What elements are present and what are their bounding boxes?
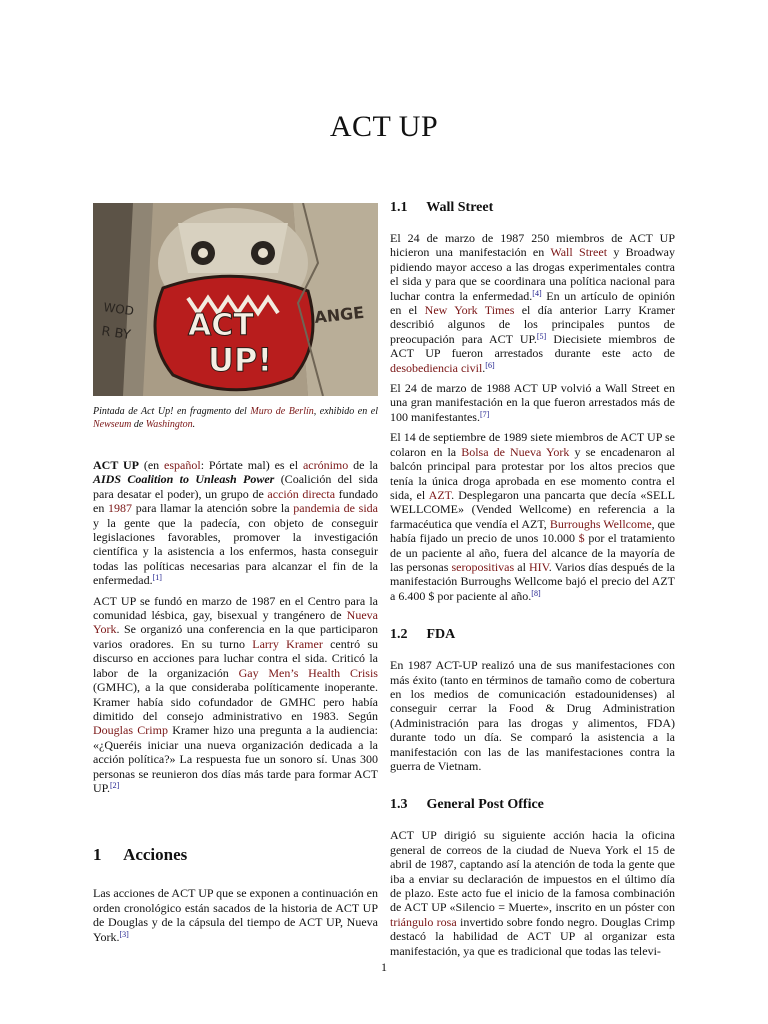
text-run: . Desplegaron una pancarta que decía «SELL WELLCOME» (Vended Wellcome) en referencia a la farmacéutica que vendía el AZT, [390, 487, 675, 531]
text-run: En un artículo de opinión en el [390, 288, 675, 318]
text-run: de la [348, 458, 378, 472]
subsection-paragraph [390, 231, 675, 375]
subsection-heading-fda [390, 627, 675, 643]
text-run: (en [138, 458, 165, 472]
text-run: : Pórtate mal) es el [200, 458, 303, 472]
subsection-title: General Post Office [426, 797, 544, 813]
intro-paragraph [93, 594, 378, 796]
reference-link[interactable]: [8] [531, 588, 541, 598]
subsection-paragraph [390, 828, 675, 958]
text-run: . Varios días después de la manifestación Burroughs Wellcome bajó el precio del AZT a 6.400 $ por paciente al año. [390, 559, 675, 603]
text-run: ACT UP [93, 458, 139, 472]
svg-text:WOD: WOD [102, 300, 135, 319]
reference-link[interactable]: [5] [536, 331, 547, 341]
reference-link[interactable]: [2] [110, 780, 120, 790]
subsection-paragraph [390, 430, 675, 603]
text-run: , que había fijado un precio de unos 10.000 [390, 516, 676, 546]
text-run: (Coalición del sida para desatar el poder), un grupo de [93, 472, 378, 501]
subsection-title: FDA [426, 627, 456, 643]
reference-link[interactable]: [7] [479, 409, 490, 419]
text-run: de [131, 419, 146, 430]
wiki-link[interactable]: triángulo rosa [390, 914, 457, 929]
wiki-link[interactable]: Douglas Crimp [93, 723, 168, 738]
text-run: y Broadway pidiendo mayor acceso a las drogas experimentales contra el sida y para que se coordinara una política nacional para luchar contra la enfermedad. [390, 245, 675, 303]
text-run: . Se organizó una conferencia en la que participaron varios oradores. En su turno [93, 622, 378, 651]
text-run: por el tratamiento de un paciente al año, fuera del alcance de la mayoría de las personas [390, 531, 675, 574]
svg-text:UP!: UP! [208, 341, 273, 379]
wiki-link[interactable]: desobediencia civil [390, 360, 483, 375]
wiki-link[interactable]: Wall Street [550, 245, 608, 260]
wiki-link[interactable]: HIV [529, 559, 549, 574]
text-run: El 24 de marzo de 1987 250 miembros de ACT UP hicieron una manifestación en [390, 231, 675, 260]
right-column [390, 200, 675, 964]
wiki-link[interactable]: Burroughs Wellcome [549, 516, 652, 531]
intro-paragraph [93, 458, 378, 588]
section-paragraph [93, 886, 378, 944]
reference-link[interactable]: [6] [485, 360, 495, 370]
wiki-link[interactable]: 1987 [108, 501, 133, 516]
wiki-link[interactable]: $ [578, 531, 585, 546]
text-run: , exhibido en el [313, 406, 378, 417]
text-run: AIDS Coalition to Unleash Power [93, 472, 275, 487]
wiki-link[interactable]: Newseum [93, 419, 132, 430]
wiki-link[interactable]: Larry Kramer [252, 636, 323, 651]
subsection-number: 1.2 [390, 627, 408, 643]
act-up-mural-image [93, 203, 378, 396]
text-run: En 1987 ACT-UP realizó una de sus manifestaciones con más éxito (tanto en términos de tamaño como de cobertura en los medios de comunicación estadounidenses) al conseguir cerrar la Food & Drug Administration (Administración para las drogas y alimentos, FDA) durante todo un día. Se comparó la asistencia a la manifestación con las de las manifestaciones contra la guerra de Vietnam. [390, 658, 675, 773]
left-column [93, 203, 378, 950]
subsection-title: Wall Street [426, 200, 494, 215]
subsection-paragraph [390, 658, 675, 773]
wiki-link[interactable]: pandemia de sida [293, 501, 379, 516]
subsection-paragraph [390, 381, 675, 424]
text-run: ACT UP se fundó en marzo de 1987 en el Centro para la comunidad lésbica, gay, bisexual y trangénero de [93, 593, 378, 623]
page-number: 1 [381, 960, 387, 974]
wiki-link[interactable]: AZT [428, 487, 452, 502]
wiki-link[interactable]: Washington [145, 419, 193, 430]
mural-illustration [93, 203, 378, 396]
section-title: Acciones [123, 845, 188, 865]
text-run: (GMHC), a la que consideraba políticamente inoperante. Kramer había sido cofundador de GMHC pero había dimitido del consejo administrativo en 1983. Según [93, 680, 378, 723]
subsection-heading-wall-street [390, 200, 675, 216]
figure-caption [93, 405, 378, 431]
svg-text:ANGE: ANGE [313, 302, 365, 327]
wiki-link[interactable]: Nueva York [93, 608, 378, 637]
text-run: al [514, 559, 530, 574]
subsection-number: 1.1 [390, 200, 408, 215]
subsection-heading-post-office [390, 797, 675, 813]
reference-link[interactable]: [4] [532, 288, 542, 298]
text-run: centró su discurso en acciones para luchar contra el sida. Criticó la labor de la organización [93, 636, 378, 680]
wiki-link[interactable]: Gay Men’s Health Crisis [238, 665, 378, 680]
wiki-link[interactable]: seropositivas [451, 559, 515, 574]
text-run: . [482, 360, 486, 375]
text-run: y se encadenaron al balcón principal para protestar por los altos precios que tenía la única droga aprobada en ese momento contra el sida, el [390, 444, 675, 502]
text-run: el día anterior Larry Kramer describió algunos de los principales puntos de preocupación para ACT UP. [390, 303, 675, 346]
text-run: Diecisiete miembros de ACT UP fueron arrestados durante este acto de [390, 331, 675, 361]
text-run: y la gente que la padecía, con objeto de conseguir legislaciones favorables, promover la investigación científica y la asistencia a los enfermos, hasta conseguir todas las políticas necesarias para alcanzar el fin de la enfermedad. [93, 515, 378, 588]
wiki-link[interactable]: español [164, 458, 201, 472]
wiki-link[interactable]: acrónimo [302, 458, 349, 472]
svg-text:ACT: ACT [188, 308, 254, 343]
wiki-link[interactable]: Muro de Berlín [250, 406, 314, 417]
text-run: para llamar la atención sobre la [132, 501, 294, 516]
text-run: . [192, 419, 196, 430]
text-run: Kramer hizo una pregunta a la audiencia: «¿Queréis iniciar una nueva organización dedicada a la acción política?» La respuesta fue un sonoro sí. Unas 300 personas se reunieron dos días más tarde para formar ACT UP. [93, 723, 378, 795]
text-run: invertido sobre fondo negro. Douglas Crimp destacó la habilidad de ACT UP al organizar esta manifestación, ya que es tradicional que todas las televi- [390, 914, 675, 958]
text-run: fundado en [93, 486, 378, 516]
wiki-link[interactable]: Bolsa de Nueva York [461, 444, 570, 459]
section-number: 1 [93, 845, 102, 865]
section-heading-acciones [93, 845, 378, 865]
text-run: El 24 de marzo de 1988 ACT UP volvió a Wall Street en una gran manifestación en la que fueron arrestados más de 100 manifestantes. [390, 381, 675, 424]
page-title: ACT UP [329, 110, 439, 143]
reference-link[interactable]: [1] [152, 573, 162, 583]
text-run: ACT UP dirigió su siguiente acción hacia la oficina general de correos de la ciudad de Nueva York el 15 de abril de 1987, captando así la atención de toda la gente que iba a enviar su declaración de impuestos en el último día de plazo. Este acto fue el inicio de la famosa combinación de ACT UP «Silencio = Muerte», inscrito en un póster con [390, 828, 675, 915]
subsection-number: 1.3 [390, 797, 408, 813]
wiki-link[interactable]: New York Times [424, 303, 515, 318]
wiki-link[interactable]: acción directa [267, 486, 336, 501]
svg-text:R BY: R BY [100, 324, 132, 344]
text-run: El 14 de septiembre de 1989 siete miembros de ACT UP se colaron en la [390, 430, 675, 459]
text-run: Las acciones de ACT UP que se exponen a continuación en orden cronológico están sacados de la historia de ACT UP de Douglas y de la cápsula del tiempo de ACT UP, Nueva York. [93, 886, 378, 944]
reference-link[interactable]: [3] [119, 929, 129, 939]
text-run: Pintada de Act Up! en fragmento del [93, 406, 251, 417]
